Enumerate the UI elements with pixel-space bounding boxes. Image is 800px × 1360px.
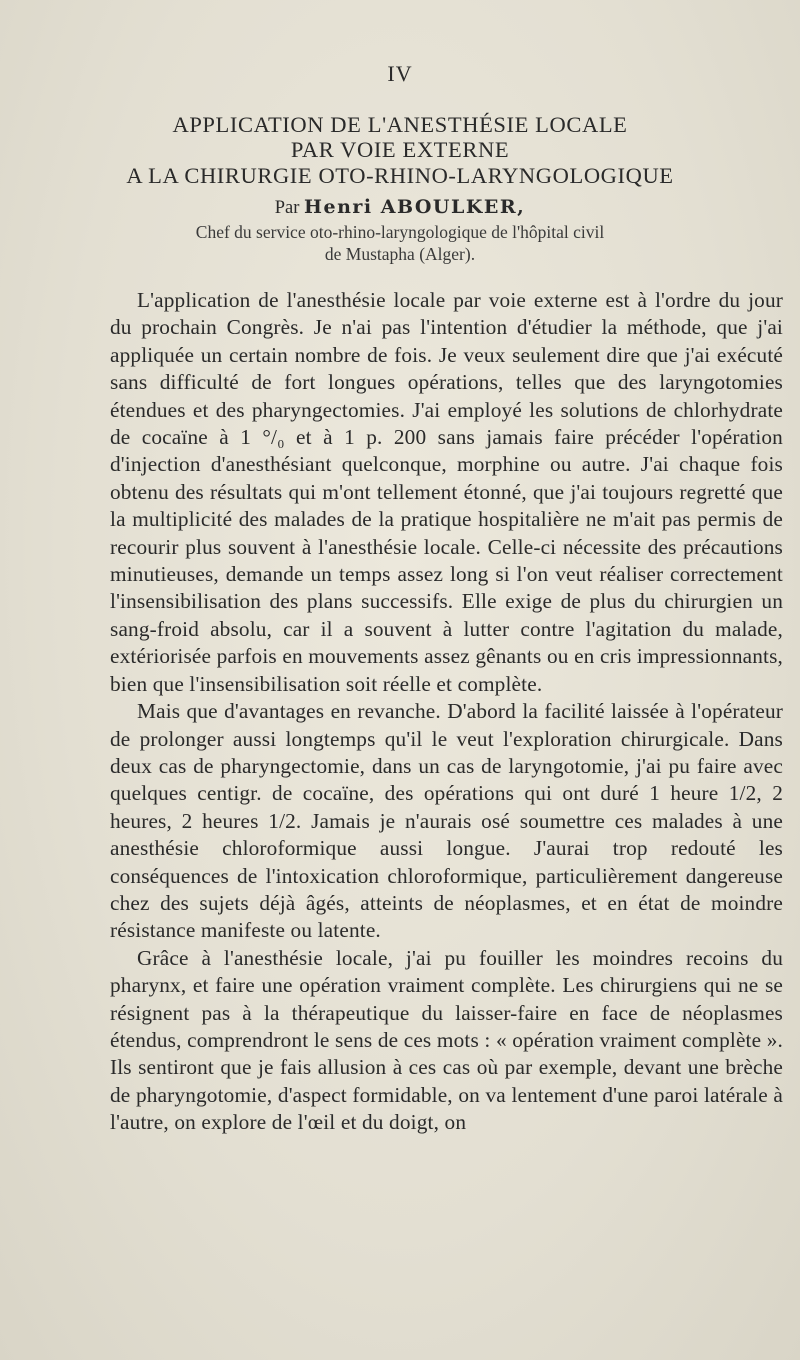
- paragraph-1: L'application de l'anesthésie locale par voie externe est à l'ordre du jour du prochain Congrès. Je n'ai pas l'intention d'étudier la méthode, que j'ai appliquée un certain nombre de fois. Je veux seulement dire que j'ai exécuté sans difficulté de fort longues opérations, telles que des laryngotomies étendues et des pharyngectomies. J'ai employé les solutions de chlorhydrate de cocaïne à 1 °/₀ et à 1 p. 200 sans jamais faire précéder l'opération d'injection d'anesthésiant quelconque, morphine ou autre. J'ai chaque fois obtenu des résultats qui m'ont tellement étonné, que j'ai toujours regretté que la multiplicité des malades de la pratique hospitalière ne m'ait pas permis de recourir plus souvent à l'anesthésie locale. Celle-ci nécessite des précautions minutieuses, demande un temps assez long si l'on veut réaliser correctement l'insensibilisation des plans successifs. Elle exige de plus du chirurgien un sang-froid absolu, car il a souvent à lutter contre l'agitation du malade, extériorisée parfois en mouvements assez gênants ou en cris impressionnants, bien que l'insensibilisation soit réelle et complète.: [110, 288, 783, 696]
- author-name: Henri ABOULKER,: [304, 196, 526, 218]
- author-prefix: Par: [274, 198, 300, 218]
- author-line: [0, 196, 800, 219]
- body-text: [110, 287, 783, 1137]
- affiliation-line-1: Chef du service oto-rhino-laryngologique de l'hôpital civil: [195, 222, 605, 242]
- paragraph-3: Grâce à l'anesthésie locale, j'ai pu fouiller les moindres recoins du pharynx, et faire une opération vraiment complète. Les chirurgiens qui ne se résignent pas à la thérapeutique du laisser-faire en face de néoplasmes étendus, comprendront le sens de ces mots : « opération vraiment complète ». Ils sentiront que je fais allusion à ces cas où par exemple, devant une brèche de pharyngotomie, d'aspect formidable, on va lentement d'une paroi latérale à l'autre, on explore de l'œil et du doigt, on: [110, 945, 783, 1135]
- title-line-3: A LA CHIRURGIE OTO-RHINO-LARYNGOLOGIQUE: [126, 163, 674, 188]
- title-line-2: PAR VOIE EXTERNE: [290, 137, 510, 162]
- affiliation-line-2: de Mustapha (Alger).: [324, 244, 476, 264]
- paragraph-2: Mais que d'avantages en revanche. D'abord la facilité laissée à l'opérateur de prolonger aussi longtemps qu'il le veut l'exploration chirurgicale. Dans deux cas de pharyngectomie, dans un cas de laryngotomie, j'ai pu faire avec quelques centigr. de cocaïne, des opérations qui ont duré 1 heure 1/2, 2 heures, 2 heures 1/2. Jamais je n'aurais osé soumettre ces malades à une anesthésie chloroformique aussi longue. J'aurai trop redouté les conséquences de l'intoxication chloroformique, particulièrement dangereuse chez des sujets déjà âgés, atteints de néoplasmes, et en état de moindre résistance manifeste ou latente.: [110, 699, 783, 943]
- section-number: IV: [387, 61, 413, 86]
- title-line-1: APPLICATION DE L'ANESTHÉSIE LOCALE: [172, 112, 628, 137]
